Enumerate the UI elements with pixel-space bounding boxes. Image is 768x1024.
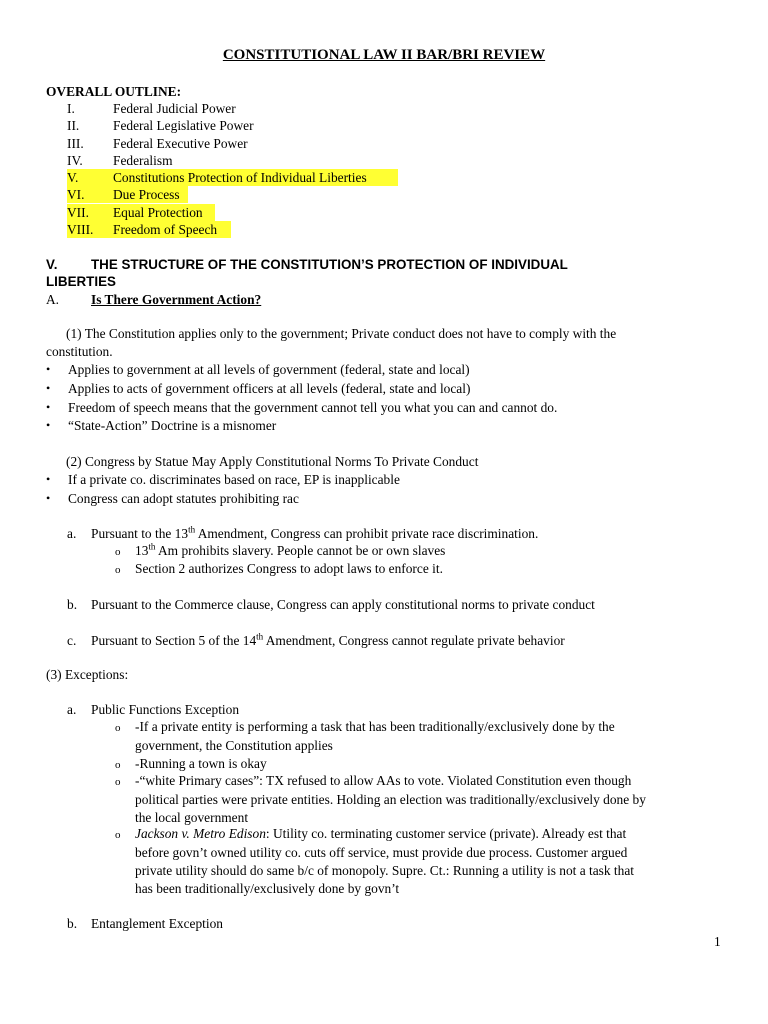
sub-bullet-icon: o <box>115 564 121 576</box>
list-letter: a. <box>67 526 77 541</box>
outline-heading: OVERALL OUTLINE: <box>46 84 182 99</box>
outline-item-number: II. <box>67 118 80 133</box>
sub-bullet-text-cont: government, the Constitution applies <box>135 738 333 753</box>
bullet-item: Congress can adopt statutes prohibiting rac <box>68 491 299 506</box>
bullet-icon: • <box>46 491 51 505</box>
bullet-icon: • <box>46 400 51 414</box>
list-letter: a. <box>67 702 77 717</box>
bullet-item: If a private co. discriminates based on race, EP is inapplicable <box>68 472 400 487</box>
outline-item-number: IV. <box>67 153 83 168</box>
paragraph-line: constitution. <box>46 344 113 359</box>
sub-bullet-text: 13th Am prohibits slavery. People cannot be or own slaves <box>135 541 446 558</box>
outline-item-label: Due Process <box>113 187 180 202</box>
page-number: 1 <box>714 934 721 949</box>
sub-bullet-text: -If a private entity is performing a task that has been traditionally/exclusively done by the <box>135 719 615 734</box>
bullet-item: Applies to acts of government officers at all levels (federal, state and local) <box>68 381 471 396</box>
paragraph-line: (3) Exceptions: <box>46 667 129 682</box>
list-letter: b. <box>67 597 78 612</box>
list-item-text: Pursuant to the Commerce clause, Congress can apply constitutional norms to private conduct <box>91 597 595 612</box>
outline-item-label: Federal Judicial Power <box>113 101 236 116</box>
sub-bullet-text-cont: the local government <box>135 810 249 825</box>
outline-item-label: Federal Legislative Power <box>113 118 254 133</box>
sub-bullet-text: -“white Primary cases”: TX refused to allow AAs to vote. Violated Constitution even though <box>135 773 632 788</box>
list-item-text: Pursuant to the 13th Amendment, Congress can prohibit private race discrimination. <box>91 524 539 541</box>
sub-bullet-text-cont: political parties were private entities. Holding an election was traditionally/exclusively done by <box>135 792 646 807</box>
list-item-text: Public Functions Exception <box>91 702 240 717</box>
sub-bullet-text-cont: private utility should do same b/c of monopoly. Supre. Ct.: Running a utility is not a task that <box>135 863 635 878</box>
bullet-icon: • <box>46 472 51 486</box>
outline-item-number: V. <box>67 170 79 185</box>
list-item-text: Pursuant to Section 5 of the 14th Amendment, Congress cannot regulate private behavior <box>91 631 565 648</box>
outline-item-label: Freedom of Speech <box>113 222 218 237</box>
outline-item-label: Federal Executive Power <box>113 136 248 151</box>
bullet-icon: • <box>46 418 51 432</box>
outline-item-label: Federalism <box>113 153 173 168</box>
bullet-item: Applies to government at all levels of government (federal, state and local) <box>68 362 470 377</box>
list-item-text: Entanglement Exception <box>91 916 224 931</box>
list-letter: c. <box>67 633 77 648</box>
sub-bullet-icon: o <box>115 759 121 771</box>
outline-item-number: III. <box>67 136 84 151</box>
outline-item-number: VII. <box>67 205 89 220</box>
outline-item-number: VI. <box>67 187 85 202</box>
sub-bullet-text: Section 2 authorizes Congress to adopt laws to enforce it. <box>135 561 443 576</box>
bullet-item: Freedom of speech means that the government cannot tell you what you can and cannot do. <box>68 400 558 415</box>
outline-item-number: VIII. <box>67 222 94 237</box>
outline-item-label: Constitutions Protection of Individual Liberties <box>113 170 367 185</box>
bullet-icon: • <box>46 362 51 376</box>
sub-bullet-icon: o <box>115 722 121 734</box>
sub-bullet-icon: o <box>115 829 121 841</box>
sub-bullet-text-cont: has been traditionally/exclusively done by govn’t <box>135 881 400 896</box>
bullet-icon: • <box>46 381 51 395</box>
bullet-item: “State-Action” Doctrine is a misnomer <box>68 418 277 433</box>
section-heading: THE STRUCTURE OF THE CONSTITUTION’S PROTECTION OF INDIVIDUAL <box>91 257 568 272</box>
section-heading-cont: LIBERTIES <box>46 274 116 289</box>
paragraph-line: (2) Congress by Statue May Apply Constitutional Norms To Private Conduct <box>66 454 479 469</box>
sub-bullet-text: Jackson v. Metro Edison: Utility co. terminating customer service (private). Already est that <box>135 826 627 841</box>
list-letter: b. <box>67 916 78 931</box>
subsection-letter: A. <box>46 292 60 307</box>
sub-bullet-text-cont: before govn’t owned utility co. cuts off service, must provide due process. Customer argued <box>135 845 628 860</box>
sub-bullet-icon: o <box>115 776 121 788</box>
subsection-title: Is There Government Action? <box>91 292 262 307</box>
paragraph-line: (1) The Constitution applies only to the government; Private conduct does not have to comply with the <box>66 326 617 341</box>
outline-item-number: I. <box>67 101 75 116</box>
outline-item-label: Equal Protection <box>113 205 203 220</box>
section-number: V. <box>46 257 58 272</box>
sub-bullet-icon: o <box>115 546 121 558</box>
sub-bullet-text: -Running a town is okay <box>135 756 267 771</box>
document-title: CONSTITUTIONAL LAW II BAR/BRI REVIEW <box>222 47 546 63</box>
